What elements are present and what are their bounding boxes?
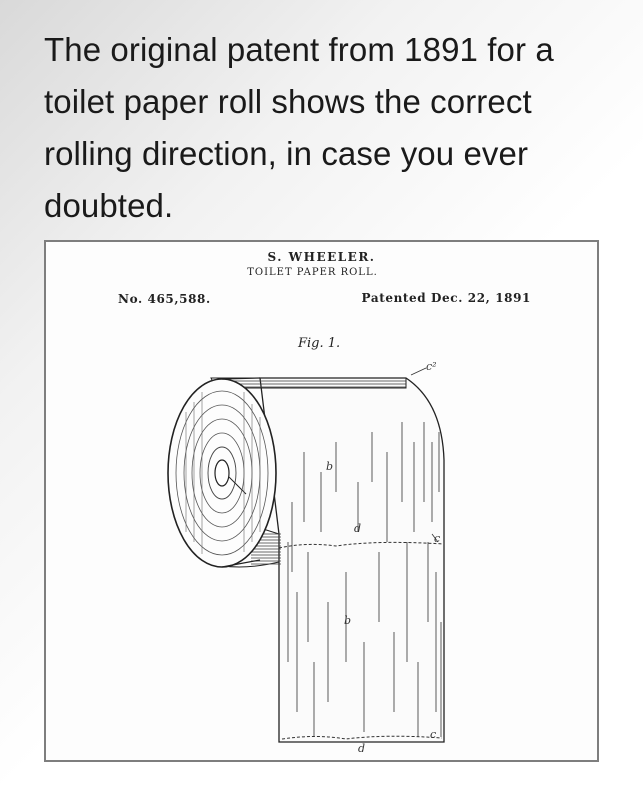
ref-letter-d-mid: d [354,522,362,535]
patent-inventor: S. WHEELER. [267,250,376,264]
roll-end-face [168,379,276,567]
ref-letter-b-top: b [326,460,334,473]
ref-letter-c-right: c [434,532,441,545]
patent-image [44,240,599,762]
figure-label: Fig. 1. [298,336,341,351]
toilet-paper-roll-drawing [46,242,597,760]
ref-letter-b-bottom: b [344,614,352,627]
ref-letter-d-bottom: d [358,742,366,755]
hanging-sheet [260,378,444,742]
caption-text: The original patent from 1891 for a toilet paper roll shows the correct rolling direction, in case you ever doubted. [44,31,554,224]
patent-title: TOILET PAPER ROLL. [247,267,378,278]
ref-letter-c-bottom: c [430,728,437,741]
patent-date: Patented Dec. 22, 1891 [361,291,531,305]
ref-letter-c2: c² [426,360,437,373]
patent-number: No. 465,588. [118,292,211,306]
